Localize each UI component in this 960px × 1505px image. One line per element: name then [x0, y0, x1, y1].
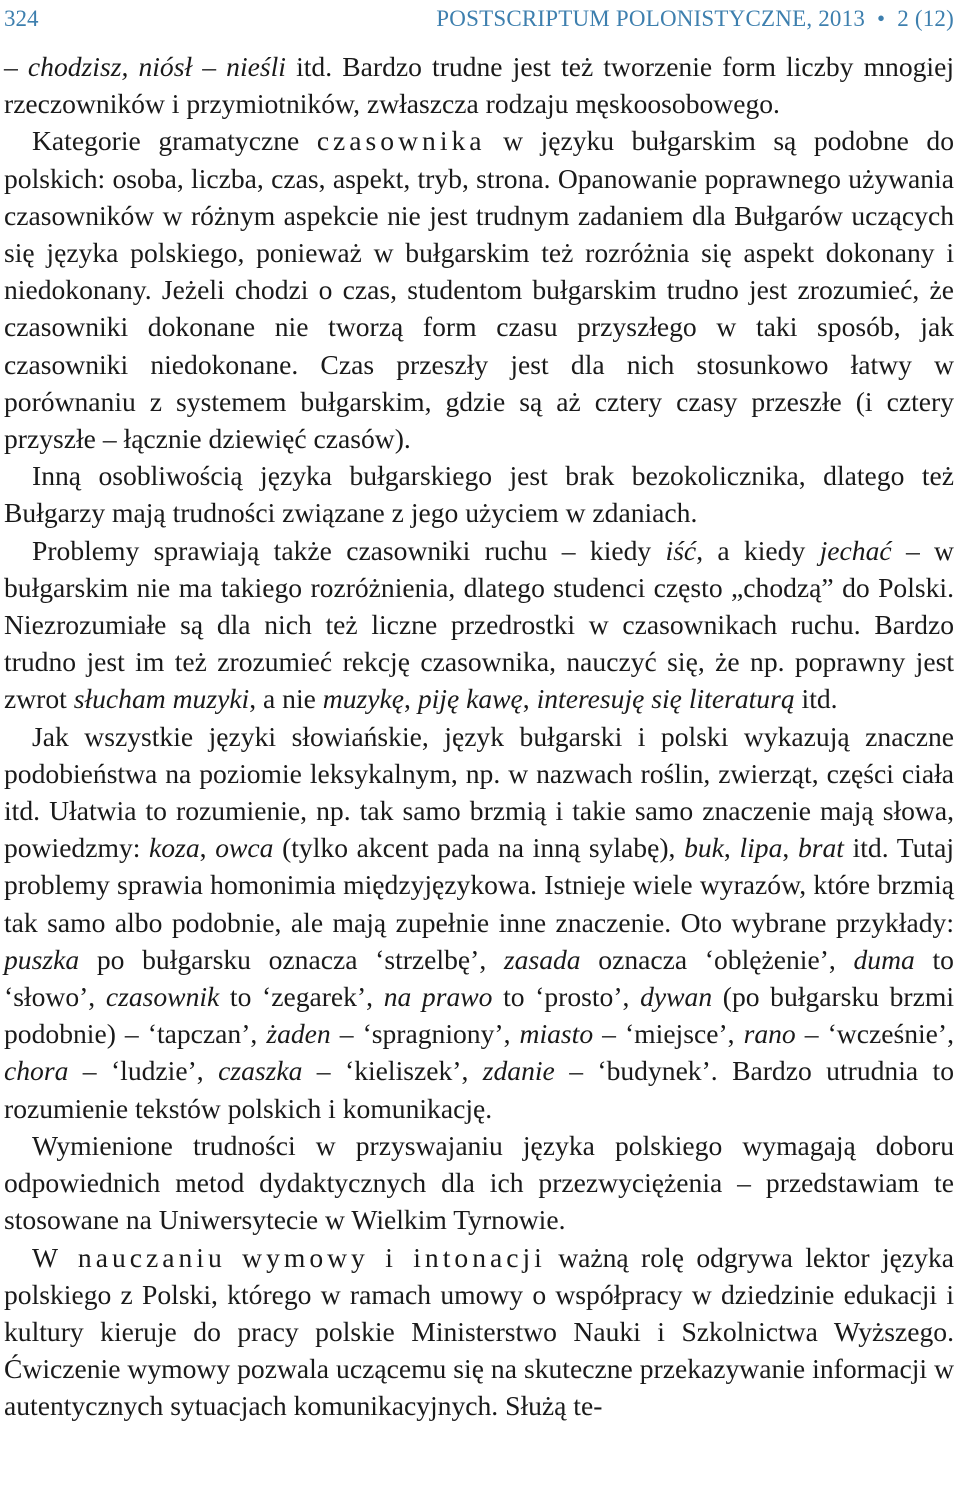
italic-run: czaszka — [218, 1055, 303, 1087]
italic-run: buk — [684, 832, 724, 864]
italic-run: puszka — [4, 943, 80, 975]
italic-run: chora — [4, 1055, 69, 1087]
italic-run: czasownik — [105, 981, 220, 1013]
italic-run: chodzisz, niósł — [27, 51, 193, 82]
italic-run: miasto — [519, 1018, 594, 1050]
spaced-term: czasownika — [316, 125, 486, 157]
text-run: to ‘zegarek’, — [219, 981, 384, 1013]
italic-run: nieśli — [226, 51, 286, 82]
text-run: , a kiedy — [696, 534, 820, 566]
journal-issue: 2 (12) — [897, 6, 954, 31]
paragraph-6 — [4, 1127, 954, 1239]
text-run: itd. Tutaj problemy sprawia homonimia międzyjęzykowa. Istnieje wiele wyrazów, które brzmią tak samo albo podobnie, ale mają zupełnie inne znaczenie. Oto wybrane przykłady: — [4, 832, 955, 938]
text-run: , a nie — [249, 683, 323, 715]
italic-run: rano — [743, 1018, 796, 1050]
paragraph-3 — [4, 457, 954, 531]
text-run: – ‘spragniony’, — [330, 1018, 520, 1050]
text-run: oznacza ‘oblężenie’, — [580, 943, 854, 975]
italic-run: koza — [149, 832, 200, 864]
paragraph-1 — [4, 48, 954, 122]
text-run: Wymienione trudności w przyswajaniu języka polskiego wymagają doboru odpowiednich metod dydaktycznych dla ich przezwyciężenia – przedstawiam te stosowane na Uniwersytecie w Wielkim Tyrnowie. — [4, 1129, 954, 1236]
italic-run: duma — [853, 943, 915, 975]
text-run: itd. Bardzo trudne jest też tworzenie form liczby mnogiej rzeczowników i przymiotników, zwłaszcza rodzaju męskoosobowego. — [4, 51, 954, 120]
italic-run: muzykę — [322, 683, 405, 715]
text-run: (po bułgarsku brzmi podobnie) – ‘tapczan’, — [4, 981, 954, 1050]
paragraph-4 — [4, 532, 954, 718]
text-run: , — [782, 832, 798, 864]
text-run: – ‘kieliszek’, — [302, 1055, 483, 1087]
article-body — [4, 48, 954, 1425]
text-run: itd. — [794, 683, 838, 715]
text-run: Problemy sprawiają także czasowniki ruchu – kiedy — [32, 534, 666, 566]
italic-run: interesuję się literaturą — [536, 683, 795, 715]
text-run: po bułgarsku oznacza ‘strzelbę’, — [79, 943, 504, 975]
page-number: 324 — [4, 6, 39, 31]
journal-name: POSTSCRIPTUM POLONISTYCZNE, 2013 — [436, 6, 866, 31]
running-header — [4, 0, 954, 48]
text-run: to ‘słowo’, — [4, 943, 954, 1013]
italic-run: na prawo — [383, 981, 493, 1013]
text-run: w języku bułgarskim są podobne do polskich: osoba, liczba, czas, aspekt, tryb, strona. Opanowanie poprawnego używania czasowników w różnym aspekcie nie jest trudnym zadaniem dla Bułgarów uczących się języka polskiego, ponieważ w bułgarskim też rozróżnia się aspekt dokonany i niedokonany. Jeżeli chodzi o czas, studentom bułgarskim trudno jest zrozumieć, że czasowniki dokonane nie tworzą form czasu przyszłego w taki sposób, jak czasowniki niedokonane. Czas przeszły jest dla nich stosunkowo łatwy w porównaniu z systemem bułgarskim, gdzie są aż cztery czasy przeszłe (i cztery przyszłe – łącznie dziewięć czasów). — [4, 125, 954, 455]
italic-run: iść — [665, 534, 697, 566]
journal-title — [436, 6, 954, 32]
text-run: to ‘prosto’, — [492, 981, 641, 1013]
text-run: , — [199, 832, 216, 864]
italic-run: lipa — [739, 832, 783, 864]
italic-run: jechać — [819, 534, 892, 566]
italic-run: zdanie — [482, 1055, 555, 1087]
italic-run: żaden — [266, 1018, 331, 1050]
text-run: – ‘wcześnie’, — [795, 1018, 954, 1050]
text-run: – — [4, 51, 28, 82]
text-run: – ‘miejsce’, — [593, 1018, 744, 1050]
paragraph-7 — [4, 1239, 954, 1425]
bullet-separator: • — [877, 6, 886, 31]
italic-run: piję kawę — [417, 683, 523, 715]
text-run: – ‘ludzie’, — [68, 1055, 219, 1087]
text-run: Inną osobliwością języka bułgarskiego jest brak bezokolicznika, dlatego też Bułgarzy mają trudności związane z jego użyciem w zdaniach. — [4, 460, 954, 529]
paragraph-5 — [4, 718, 954, 1127]
text-run: ważną rolę odgrywa lektor języka polskiego z Polski, którego w ramach umowy o współpracy w dziedzinie edukacji i kultury kieruje do pracy polskie Ministerstwo Nauki i Szkolnictwa Wyższego. Ćwiczenie wymowy pozwala uczącemu się na skuteczne przekazywanie informacji w autentycznych sytuacjach komunikacyjnych. Służą te- — [4, 1241, 954, 1422]
text-run: , — [404, 683, 418, 715]
italic-run: słucham muzyki — [73, 683, 250, 715]
italic-run: owca — [215, 832, 274, 864]
paragraph-2 — [4, 122, 954, 457]
italic-run: dywan — [640, 981, 713, 1013]
spaced-term: W nauczaniu wymowy i intonacji — [32, 1241, 546, 1273]
italic-run: brat — [797, 832, 844, 864]
text-run: – ‘budynek’. Bardzo utrudnia to rozumienie tekstów polskich i komunikację. — [4, 1055, 954, 1124]
text-run: , — [723, 832, 740, 864]
text-run: – w bułgarskim nie ma takiego rozróżnienia, dlatego studenci często „chodzą” do Polski. Niezrozumiałe są dla nich też liczne przedrostki w czasownikach ruchu. Bardzo trudno jest im też zrozumieć rekcję czasownika, nauczyć się, że np. poprawny jest zwrot — [4, 534, 954, 715]
text-run: , — [522, 683, 537, 715]
italic-run: zasada — [503, 943, 581, 975]
text-run: (tylko akcent pada na inną sylabę), — [273, 832, 685, 864]
text-run: Jak wszystkie języki słowiańskie, język bułgarski i polski wykazują znaczne podobieństwa na poziomie leksykalnym, np. w nazwach roślin, zwierząt, części ciała itd. Ułatwia to rozumienie, np. tak samo brzmią i takie samo znaczenie mają słowa, powiedzmy: — [4, 720, 954, 864]
text-run: – — [192, 51, 227, 82]
text-run: Kategorie gramatyczne — [32, 125, 317, 157]
